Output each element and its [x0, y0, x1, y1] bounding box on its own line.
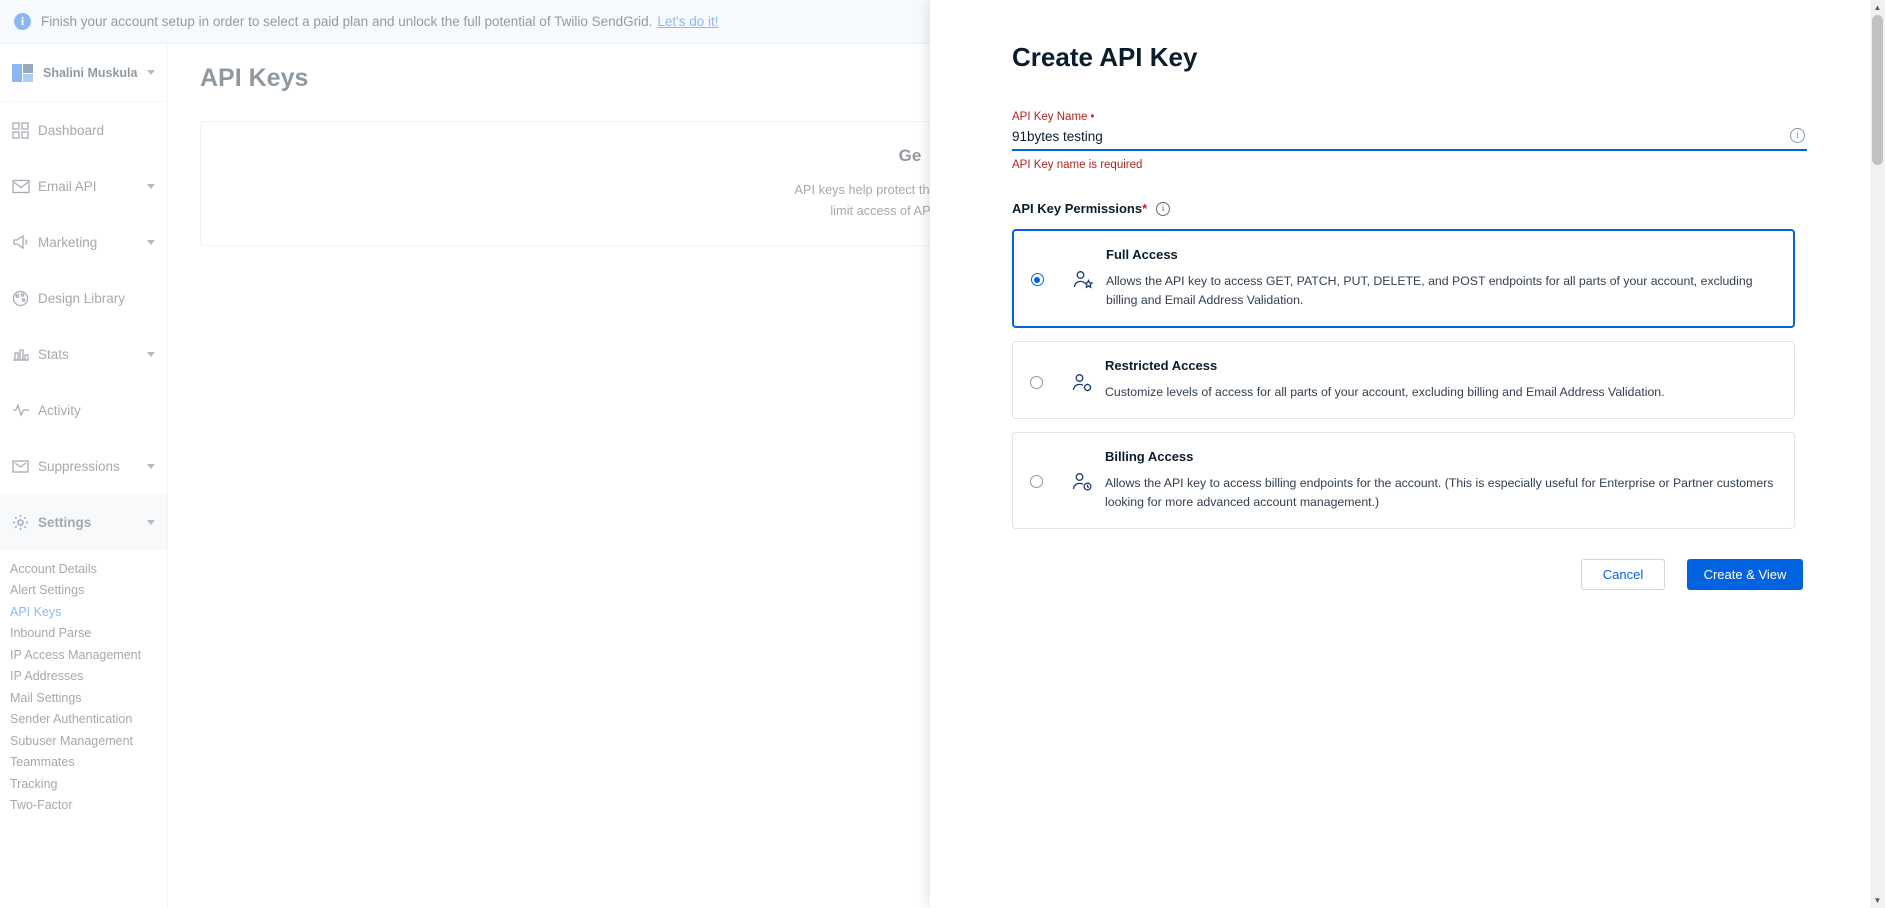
api-key-name-input-row: [1012, 127, 1807, 151]
option-description: Customize levels of access for all parts of your account, excluding billing and Email Address Validation.: [1105, 385, 1665, 400]
option-title: Restricted Access: [1105, 358, 1218, 374]
create-and-view-button[interactable]: Create & View: [1687, 559, 1803, 590]
cancel-button[interactable]: Cancel: [1581, 559, 1665, 590]
scroll-up-arrow-icon[interactable]: ▲: [1873, 3, 1882, 12]
option-description: Allows the API key to access GET, PATCH, PUT, DELETE, and POST endpoints for all parts of your account, excluding billing and Email Address Validation.: [1106, 274, 1753, 308]
create-api-key-modal: [930, 0, 1885, 908]
user-clock-icon: [1059, 449, 1105, 493]
label-text: API Key Permissions: [1012, 201, 1143, 216]
option-text: [1105, 449, 1780, 512]
info-icon[interactable]: i: [1156, 202, 1170, 216]
permissions-label-row: [1012, 201, 1885, 216]
permission-option-billing-access[interactable]: [1012, 432, 1795, 529]
scroll-down-arrow-icon[interactable]: ▼: [1873, 896, 1882, 905]
user-star-icon: [1060, 247, 1106, 291]
api-key-name-label: [1012, 111, 1807, 123]
user-gear-icon: [1059, 358, 1105, 394]
required-marker: •: [1090, 111, 1095, 123]
api-key-name-input[interactable]: [1012, 127, 1807, 151]
radio-wrap: [1013, 358, 1059, 389]
radio-wrap: [1014, 247, 1060, 286]
modal-title: Create API Key: [1012, 42, 1198, 72]
info-icon[interactable]: i: [1790, 128, 1805, 143]
page-scrollbar[interactable]: [1870, 0, 1885, 908]
option-title: Full Access: [1106, 247, 1178, 262]
api-key-name-field-group: [1012, 111, 1807, 171]
radio-restricted-access[interactable]: [1030, 376, 1043, 389]
required-marker: *: [1142, 201, 1148, 216]
option-text: [1106, 247, 1779, 310]
radio-billing-access[interactable]: [1030, 475, 1043, 488]
modal-actions: [930, 559, 1803, 590]
api-key-name-error: API Key name is required: [1012, 159, 1143, 171]
option-text: [1105, 358, 1780, 402]
option-description: Allows the API key to access billing endpoints for the account. (This is especially useful for Enterprise or Partner customers looking for more advanced account management.): [1105, 476, 1774, 510]
radio-wrap: [1013, 449, 1059, 488]
option-title: Billing Access: [1105, 449, 1194, 465]
permission-option-restricted-access[interactable]: [1012, 341, 1795, 419]
permission-option-full-access[interactable]: [1012, 229, 1795, 328]
scrollbar-thumb[interactable]: [1872, 15, 1883, 165]
label-text: API Key Name: [1012, 111, 1088, 123]
permissions-label: [1012, 201, 1147, 216]
radio-full-access[interactable]: [1031, 273, 1044, 286]
